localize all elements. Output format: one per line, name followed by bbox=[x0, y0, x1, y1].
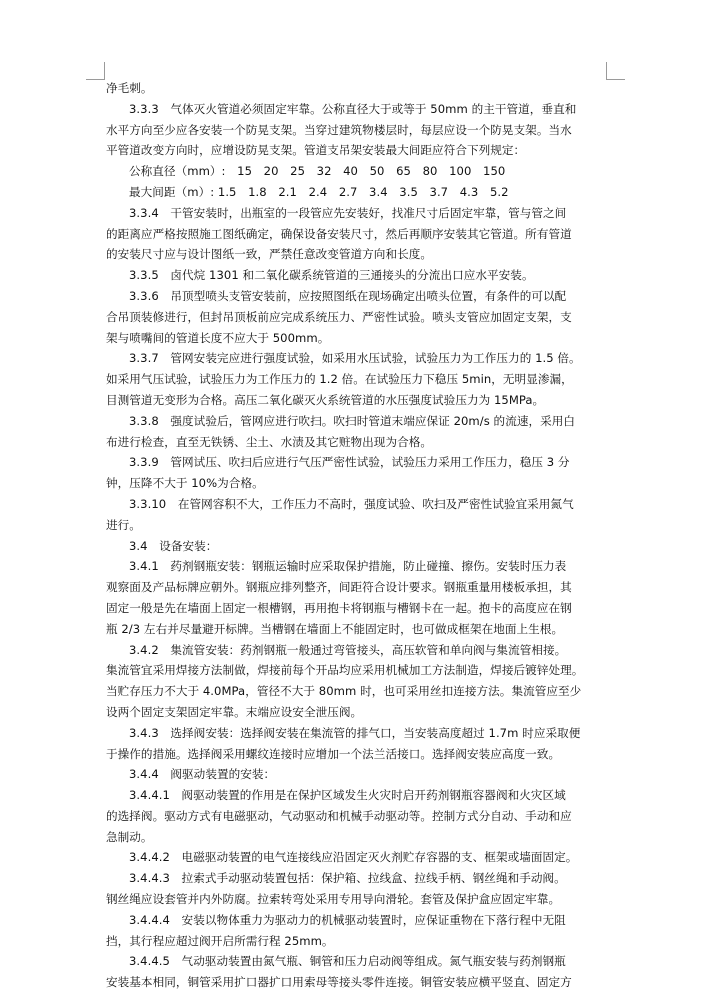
text-line: 3.3.4 干管安装时，出瓶室的一段管应先安装好，找准尺寸后固定牢靠，管与管之间 bbox=[129, 205, 567, 220]
text-line: 的安装尺寸应与设计图纸一致，严禁任意改变管道方向和长度。 bbox=[106, 247, 433, 262]
text-line: 目测管道无变形为合格。高压二氧化碳灭火系统管道的水压强度试验压力为 15MPa。 bbox=[106, 392, 545, 407]
text-line: 3.3.3 气体灭火管道必须固定牢靠。公称直径大于或等于 50mm 的主干管道，垂直和 bbox=[129, 101, 577, 116]
text-line: 3.3.5 卤代烷 1301 和二氧化碳系统管道的三通接头的分流出口应水平安装。 bbox=[129, 268, 534, 283]
text-line: 瓶 2/3 左右并尽量避开标牌。当槽钢在墙面上不能固定时，也可做成框架在地面上生根。 bbox=[106, 621, 564, 636]
text-line: 3.3.10 在管网容积不大，工作压力不高时，强度试验、吹扫及严密性试验宜采用氮气 bbox=[129, 496, 574, 511]
text-line: 进行。 bbox=[106, 517, 141, 532]
text-line: 3.4.4.4 安装以物体重力为驱动力的机械驱动装置时，应保证重物在下落行程中无阻 bbox=[129, 912, 566, 927]
text-line: 平管道改变方向时，应增设防晃支架。管道支吊架安装最大间距应符合下列规定： bbox=[106, 143, 526, 158]
text-line: 3.4.4.3 拉索式手动驱动装置包括：保护箱、拉线盒、拉线手柄、钢丝绳和手动阀。 bbox=[129, 871, 566, 886]
text-line: 3.4.3 选择阀安装：选择阀安装在集流管的排气口，当安装高度超过 1.7m 时应采取便 bbox=[129, 725, 581, 740]
crop-mark-top-left bbox=[86, 62, 105, 80]
text-line: 架与喷嘴间的管道长度不应大于 500mm。 bbox=[106, 330, 330, 345]
text-line: 水平方向至少应各安装一个防晃支架。当穿过建筑物楼层时，每层应设一个防晃支架。当水 bbox=[106, 122, 572, 137]
text-line: 3.4.4.1 阀驱动装置的作用是在保护区域发生火灾时启开药剂钢瓶容器阀和火灾区域 bbox=[129, 788, 566, 803]
text-line: 于操作的措施。选择阀采用螺纹连接时应增加一个法兰活接口。选择阀安装应高度一致。 bbox=[106, 746, 561, 761]
text-line: 观察面及产品标牌应朝外。钢瓶应排列整齐，间距符合设计要求。钢瓶重量用楼板承担，其 bbox=[106, 580, 572, 595]
text-line: 最大间距（m）: 1.5 1.8 2.1 2.4 2.7 3.4 3.5 3.7 4.3 5.2 bbox=[129, 184, 509, 199]
text-line: 3.3.7 管网安装完应进行强度试验，如采用水压试验，试验压力为工作压力的 1.5 倍。 bbox=[129, 351, 581, 366]
text-line: 3.4.2 集流管安装：药剂钢瓶一般通过弯管接头，高压软管和单向阀与集流管相接。 bbox=[129, 642, 567, 657]
text-line: 固定一般是先在墙面上固定一根槽钢，再用抱卡将钢瓶与槽钢卡在一起。抱卡的高度应在钢 bbox=[106, 600, 572, 615]
text-line: 3.3.8 强度试验后，管网应进行吹扫。吹扫时管道末端应保证 20m/s 的流速，采用白 bbox=[129, 413, 576, 428]
text-line: 3.4.4 阀驱动装置的安装： bbox=[129, 767, 276, 782]
text-line: 3.4 设备安装： bbox=[129, 538, 218, 553]
text-line: 钢丝绳应设套管并内外防腐。拉索转弯处采用专用导向滑轮。套管及保护盒应固定牢靠。 bbox=[106, 892, 561, 907]
document-body bbox=[106, 78, 610, 993]
text-line: 3.3.6 吊顶型喷头支管安装前，应按照图纸在现场确定出喷头位置，有条件的可以配 bbox=[129, 288, 567, 303]
text-line: 急制动。 bbox=[106, 829, 153, 844]
text-line: 3.3.9 管网试压、吹扫后应进行气压严密性试验，试验压力采用工作压力，稳压 3 分 bbox=[129, 455, 570, 470]
text-line: 3.4.4.2 电磁驱动装置的电气连接线应沿固定灭火剂贮存容器的支、框架或墙面固定。 bbox=[129, 850, 578, 865]
text-line: 布进行检查，直至无铁锈、尘土、水渍及其它赃物出现为合格。 bbox=[106, 434, 433, 449]
text-line: 钟，压降不大于 10%为合格。 bbox=[106, 476, 264, 491]
text-line: 安装基本相同，铜管采用扩口器扩口用索母等接头零件连接。铜管安装应横平竖直、固定方 bbox=[106, 975, 572, 990]
text-line: 如采用气压试验，试验压力为工作压力的 1.2 倍。在试验压力下稳压 5min，无明显渗漏， bbox=[106, 372, 573, 387]
text-line: 公称直径（mm）: 15 20 25 32 40 50 65 80 100 150 bbox=[129, 164, 506, 179]
text-line: 挡，其行程应超过阀开启所需行程 25mm。 bbox=[106, 933, 334, 948]
text-line: 当贮存压力不大于 4.0MPa，管径不大于 80mm 时，也可采用丝扣连接方法。集流管应至少 bbox=[106, 684, 582, 699]
text-line: 的距离应严格按照施工图纸确定，确保设备安装尺寸，然后再顺序安装其它管道。所有管道 bbox=[106, 226, 572, 241]
text-line: 净毛刺。 bbox=[106, 81, 153, 95]
text-line: 的选择阀。驱动方式有电磁驱动，气动驱动和机械手动驱动等。控制方式分自动、手动和应 bbox=[106, 808, 572, 823]
text-line: 集流管宜采用焊接方法制做，焊接前每个开品均应采用机械加工方法制造，焊接后镀锌处理。 bbox=[106, 663, 584, 678]
text-line: 合吊顶装修进行，但封吊顶板前应完成系统压力、严密性试验。喷头支管应加固定支架，支 bbox=[106, 309, 572, 324]
text-line: 3.4.1 药剂钢瓶安装：钢瓶运输时应采取保护措施，防止碰撞、擦伤。安装时压力表 bbox=[129, 559, 567, 574]
text-line: 3.4.4.5 气动驱动装置由氮气瓶、铜管和压力启动阀等组成。氮气瓶安装与药剂钢瓶 bbox=[129, 954, 566, 969]
text-line: 设两个固定支架固定牢靠。末端应设安全泄压阀。 bbox=[106, 704, 363, 719]
